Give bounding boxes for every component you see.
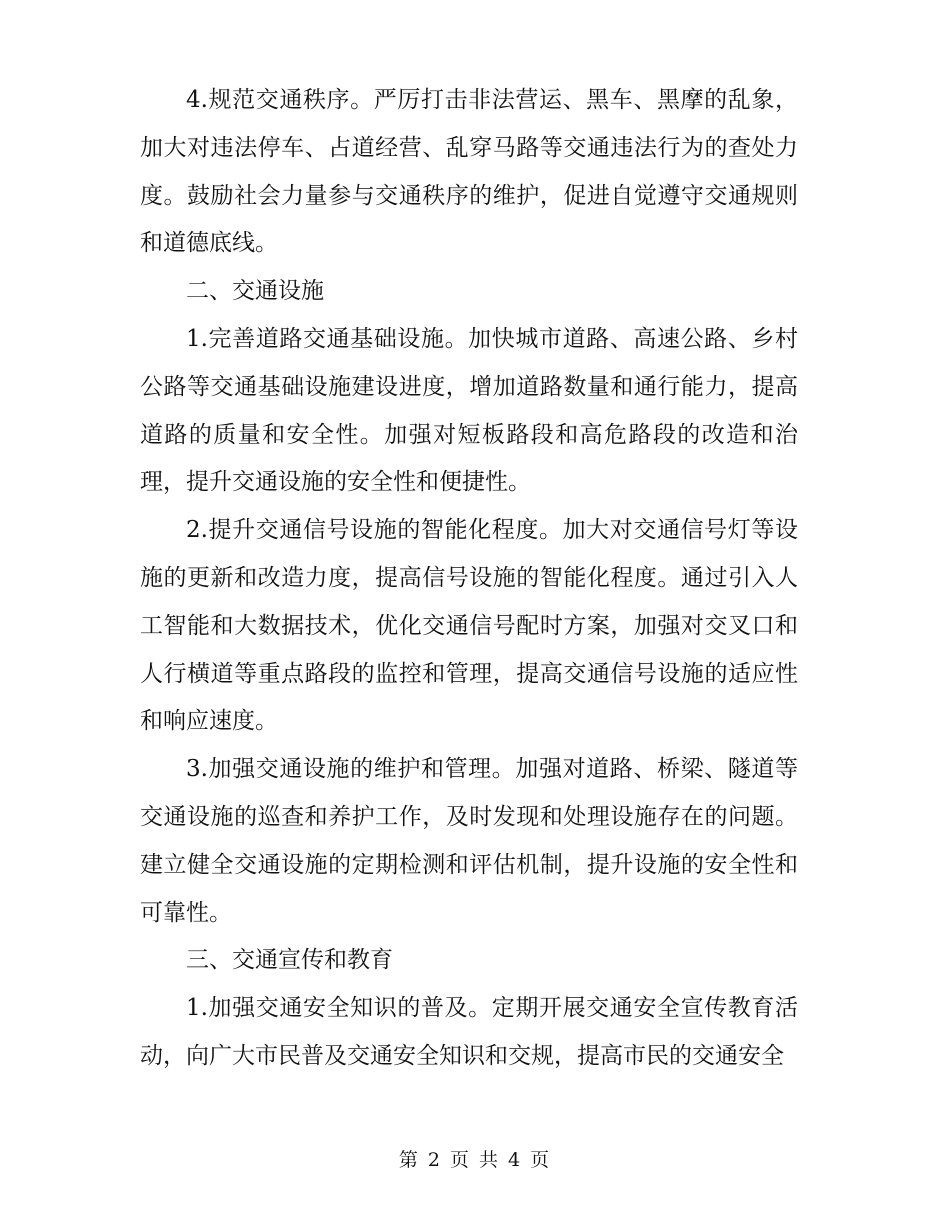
paragraph-road-infrastructure: 1.完善道路交通基础设施。加快城市道路、高速公路、乡村公路等交通基础设施建设进度，增加道路数量和通行能力，提高道路的质量和安全性。加强对短板路段和高危路段的改造和治理，提升交通设施的安全性和便捷性。 <box>140 325 798 496</box>
paragraph-traffic-order: 4.规范交通秩序。严厉打击非法营运、黑车、黑摩的乱象，加大对违法停车、占道经营、乱穿马路等交通违法行为的查处力度。鼓励社会力量参与交通秩序的维护，促进自觉遵守交通规则和道德底线。 <box>140 87 798 257</box>
paragraph-signal-intelligence: 2.提升交通信号设施的智能化程度。加大对交通信号灯等设施的更新和改造力度，提高信号设施的智能化程度。通过引入人工智能和大数据技术，优化交通信号配时方案，加强对交叉口和人行横道等重点路段的监控和管理，提高交通信号设施的适应性和响应速度。 <box>140 517 798 735</box>
paragraph-safety-knowledge: 1.加强交通安全知识的普及。定期开展交通安全宣传教育活动，向广大市民普及交通安全知识和交规，提高市民的交通安全 <box>140 995 798 1069</box>
paragraph-facility-maintenance: 3.加强交通设施的维护和管理。加强对道路、桥梁、隧道等交通设施的巡查和养护工作，及时发现和处理设施存在的问题。建立健全交通设施的定期检测和评估机制，提升设施的安全性和可靠性。 <box>140 756 798 926</box>
section-heading-traffic-facilities: 二、交通设施 <box>186 278 324 305</box>
page-number-footer: 第 2 页 共 4 页 <box>398 1149 552 1171</box>
section-heading-publicity-education: 三、交通宣传和教育 <box>186 947 393 974</box>
document-body <box>140 77 798 1081</box>
